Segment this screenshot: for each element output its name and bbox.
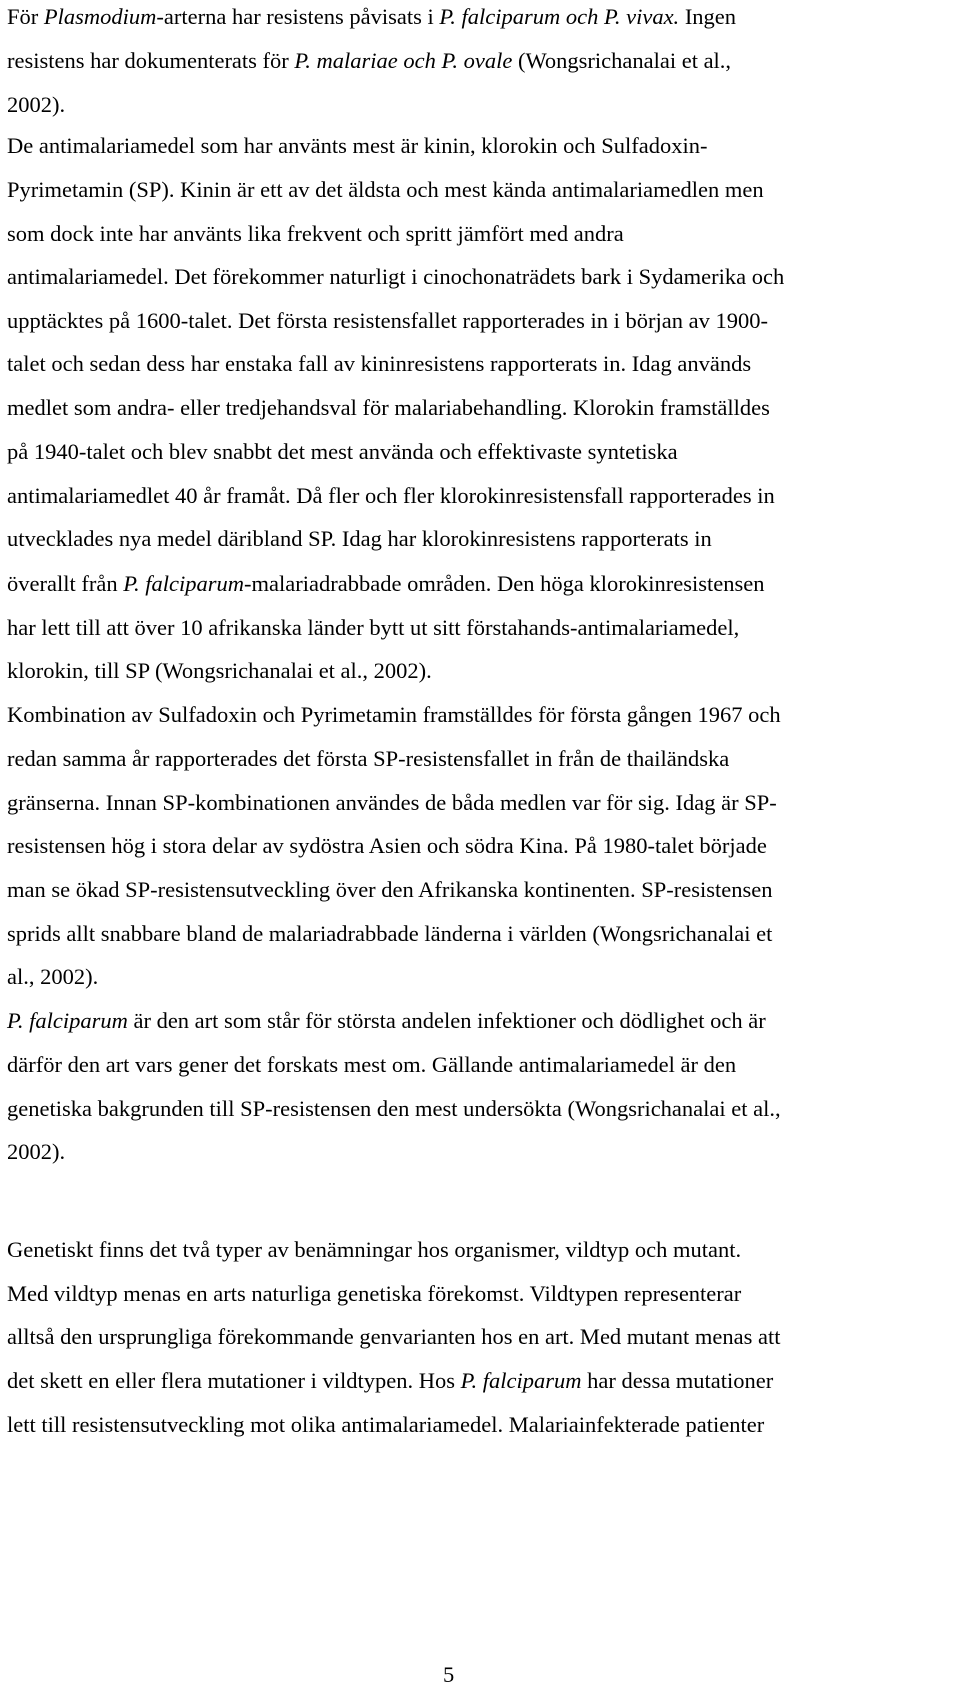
text-run: som dock inte har använts lika frekvent och spritt jämfört med andra <box>7 221 624 246</box>
text-run: De antimalariamedel som har använts mest är kinin, klorokin och Sulfadoxin- <box>7 133 708 158</box>
italic-text: P. malariae och P. ovale <box>294 48 513 73</box>
text-run: För <box>7 4 44 29</box>
text-run: 2002). <box>7 1139 66 1164</box>
text-run: (Wongsrichanalai et al., <box>512 48 732 73</box>
text-line <box>7 1410 764 1440</box>
text-run: överallt från <box>7 571 124 596</box>
text-run: klorokin, till SP (Wongsrichanalai et al., 2002). <box>7 658 432 683</box>
text-run: man se ökad SP-resistensutveckling över den Afrikanska kontinenten. SP-resistensen <box>7 877 773 902</box>
italic-text: P. falciparum <box>460 1368 582 1393</box>
text-line <box>7 481 775 511</box>
text-run: utvecklades nya medel däribland SP. Idag har klorokinresistens rapporterats in <box>7 526 712 551</box>
text-line <box>7 219 624 249</box>
text-line <box>7 1366 773 1396</box>
text-line <box>7 349 751 379</box>
text-line <box>7 524 712 554</box>
text-run: Ingen <box>679 4 737 29</box>
text-run: antimalariamedlet 40 år framåt. Då fler och fler klorokinresistensfall rapporterades in <box>7 483 775 508</box>
text-run: har lett till att över 10 afrikanska länder bytt ut sitt förstahands-antimalariamedel, <box>7 615 740 640</box>
text-run: genetiska bakgrunden till SP-resistensen den mest undersökta (Wongsrichanalai et al., <box>7 1096 781 1121</box>
text-run: upptäcktes på 1600-talet. Det första resistensfallet rapporterades in i början av 1900- <box>7 308 768 333</box>
text-line <box>7 262 784 292</box>
italic-text: P. falciparum <box>7 1008 128 1033</box>
text-run: -arterna har resistens påvisats i <box>156 4 440 29</box>
text-line <box>7 46 731 76</box>
text-line <box>7 569 764 599</box>
text-line <box>7 306 768 336</box>
text-run: al., 2002). <box>7 964 99 989</box>
text-line <box>7 1050 736 1080</box>
text-line <box>7 1322 781 1352</box>
text-line <box>7 831 767 861</box>
text-line <box>7 1279 741 1309</box>
text-run: Med vildtyp menas en arts naturliga genetiska förekomst. Vildtypen representerar <box>7 1281 742 1306</box>
text-run: -malariadrabbade områden. Den höga klorokinresistensen <box>244 571 765 596</box>
text-run: gränserna. Innan SP-kombinationen användes de båda medlen var för sig. Idag är SP- <box>7 790 777 815</box>
text-run: antimalariamedel. Det förekommer naturligt i cinochonaträdets bark i Sydamerika och <box>7 264 785 289</box>
text-run: talet och sedan dess har enstaka fall av kininresistens rapporterats in. Idag används <box>7 351 752 376</box>
text-line <box>7 613 739 643</box>
text-line <box>7 393 770 423</box>
text-line <box>7 919 772 949</box>
text-run: Pyrimetamin (SP). Kinin är ett av det äldsta och mest kända antimalariamedlen men <box>7 177 764 202</box>
text-line <box>7 437 678 467</box>
text-run: medlet som andra- eller tredjehandsval för malariabehandling. Klorokin framställdes <box>7 395 770 420</box>
text-run: är den art som står för största andelen infektioner och dödlighet och är <box>127 1008 766 1033</box>
text-line <box>7 1094 781 1124</box>
text-run: resistensen hög i stora delar av sydöstra Asien och södra Kina. På 1980-talet började <box>7 833 767 858</box>
italic-text: P. falciparum <box>123 571 245 596</box>
text-line <box>7 700 781 730</box>
text-run: redan samma år rapporterades det första SP-resistensfallet in från de thailändska <box>7 746 730 771</box>
text-line <box>7 1137 65 1167</box>
text-run: därför den art vars gener det forskats mest om. Gällande antimalariamedel är den <box>7 1052 737 1077</box>
text-line <box>7 744 729 774</box>
text-run: Genetiskt finns det två typer av benämningar hos organismer, vildtyp och mutant. <box>7 1237 742 1262</box>
text-line <box>7 1006 766 1036</box>
text-run: Kombination av Sulfadoxin och Pyrimetamin framställdes för första gången 1967 och <box>7 702 781 727</box>
italic-text: P. falciparum och P. vivax. <box>439 4 680 29</box>
text-line <box>7 90 65 120</box>
text-run: sprids allt snabbare bland de malariadrabbade länderna i världen (Wongsrichanalai et <box>7 921 773 946</box>
text-line <box>7 2 736 32</box>
text-line <box>7 1235 741 1265</box>
text-line <box>7 875 772 905</box>
italic-text: Plasmodium <box>43 4 157 29</box>
text-line <box>7 131 707 161</box>
text-line <box>7 656 432 686</box>
page-number: 5 <box>443 1662 455 1687</box>
text-run: har dessa mutationer <box>581 1368 774 1393</box>
text-run: det skett en eller flera mutationer i vildtypen. Hos <box>7 1368 461 1393</box>
text-run: på 1940-talet och blev snabbt det mest använda och effektivaste syntetiska <box>7 439 678 464</box>
text-run: lett till resistensutveckling mot olika antimalariamedel. Malariainfekterade patienter <box>7 1412 765 1437</box>
text-run: 2002). <box>7 92 66 117</box>
text-line <box>7 962 98 992</box>
text-line <box>7 788 777 818</box>
text-line <box>7 175 764 205</box>
text-run: resistens har dokumenterats för <box>7 48 295 73</box>
text-run: alltså den ursprungliga förekommande genvarianten hos en art. Med mutant menas att <box>7 1324 781 1349</box>
